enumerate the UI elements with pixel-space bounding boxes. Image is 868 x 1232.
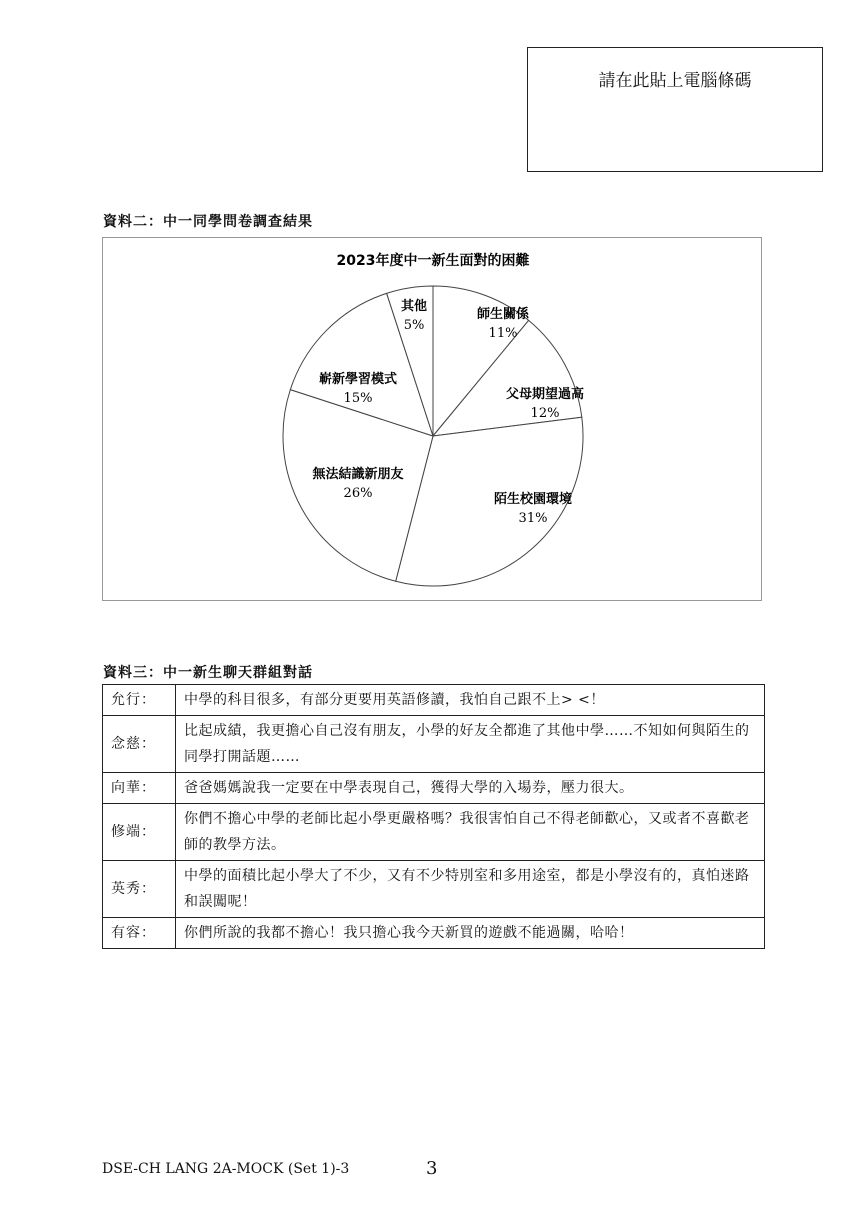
slice-value-label: 5%: [403, 318, 425, 333]
page-number: 3: [426, 1158, 438, 1179]
slice-label: 無法結識新朋友: [312, 467, 404, 482]
chat-message: 你們所說的我都不擔心！我只擔心我今天新買的遊戲不能過關，哈哈！: [176, 918, 765, 949]
slice-value-label: 15%: [343, 391, 373, 406]
chat-row: [103, 773, 765, 804]
chat-message: 比起成績，我更擔心自己沒有朋友，小學的好友全都進了其他中學……不知如何與陌生的同學打開話題……: [176, 716, 765, 773]
chat-message: 你們不擔心中學的老師比起小學更嚴格嗎？我很害怕自己不得老師歡心，又或者不喜歡老師的教學方法。: [176, 804, 765, 861]
chat-row: [103, 804, 765, 861]
slice-label: 師生關係: [476, 307, 530, 322]
barcode-box: [527, 47, 823, 172]
speaker-name: 有容：: [103, 918, 176, 949]
slice-label: 陌生校園環境: [493, 492, 573, 507]
chat-table: [102, 684, 765, 949]
speaker-name: 修端：: [103, 804, 176, 861]
section-3-title: 資料三：中一新生聊天群組對話: [103, 665, 313, 681]
barcode-label: 請在此貼上電腦條碼: [598, 71, 752, 91]
slice-label: 其他: [400, 299, 428, 314]
slice-value-label: 12%: [530, 406, 560, 421]
slice-value-label: 26%: [343, 486, 373, 501]
speaker-name: 英秀：: [103, 861, 176, 918]
chat-message: 中學的科目很多，有部分更要用英語修讀，我怕自己跟不上> <！: [176, 685, 765, 716]
chat-message: 爸爸媽媽說我一定要在中學表現自己，獲得大學的入場券，壓力很大。: [176, 773, 765, 804]
speaker-name: 念慈：: [103, 716, 176, 773]
chat-row: [103, 716, 765, 773]
slice-label: 父母期望過高: [505, 387, 585, 402]
chat-row: [103, 685, 765, 716]
chat-row: [103, 918, 765, 949]
chat-row: [103, 861, 765, 918]
pie-chart: [103, 238, 763, 602]
pie-chart-frame: [102, 237, 762, 601]
speaker-name: 向華：: [103, 773, 176, 804]
footer-exam-code: DSE-CH LANG 2A-MOCK (Set 1)-3: [102, 1161, 350, 1177]
slice-label: 嶄新學習模式: [318, 372, 398, 387]
chat-message: 中學的面積比起小學大了不少，又有不少特別室和多用途室，都是小學沒有的，真怕迷路和誤闖呢！: [176, 861, 765, 918]
speaker-name: 允行：: [103, 685, 176, 716]
slice-value-label: 11%: [488, 326, 518, 341]
section-2-title: 資料二：中一同學問卷調查結果: [103, 214, 313, 230]
chart-title: 2023年度中一新生面對的困難: [336, 253, 530, 269]
slice-value-label: 31%: [518, 511, 548, 526]
